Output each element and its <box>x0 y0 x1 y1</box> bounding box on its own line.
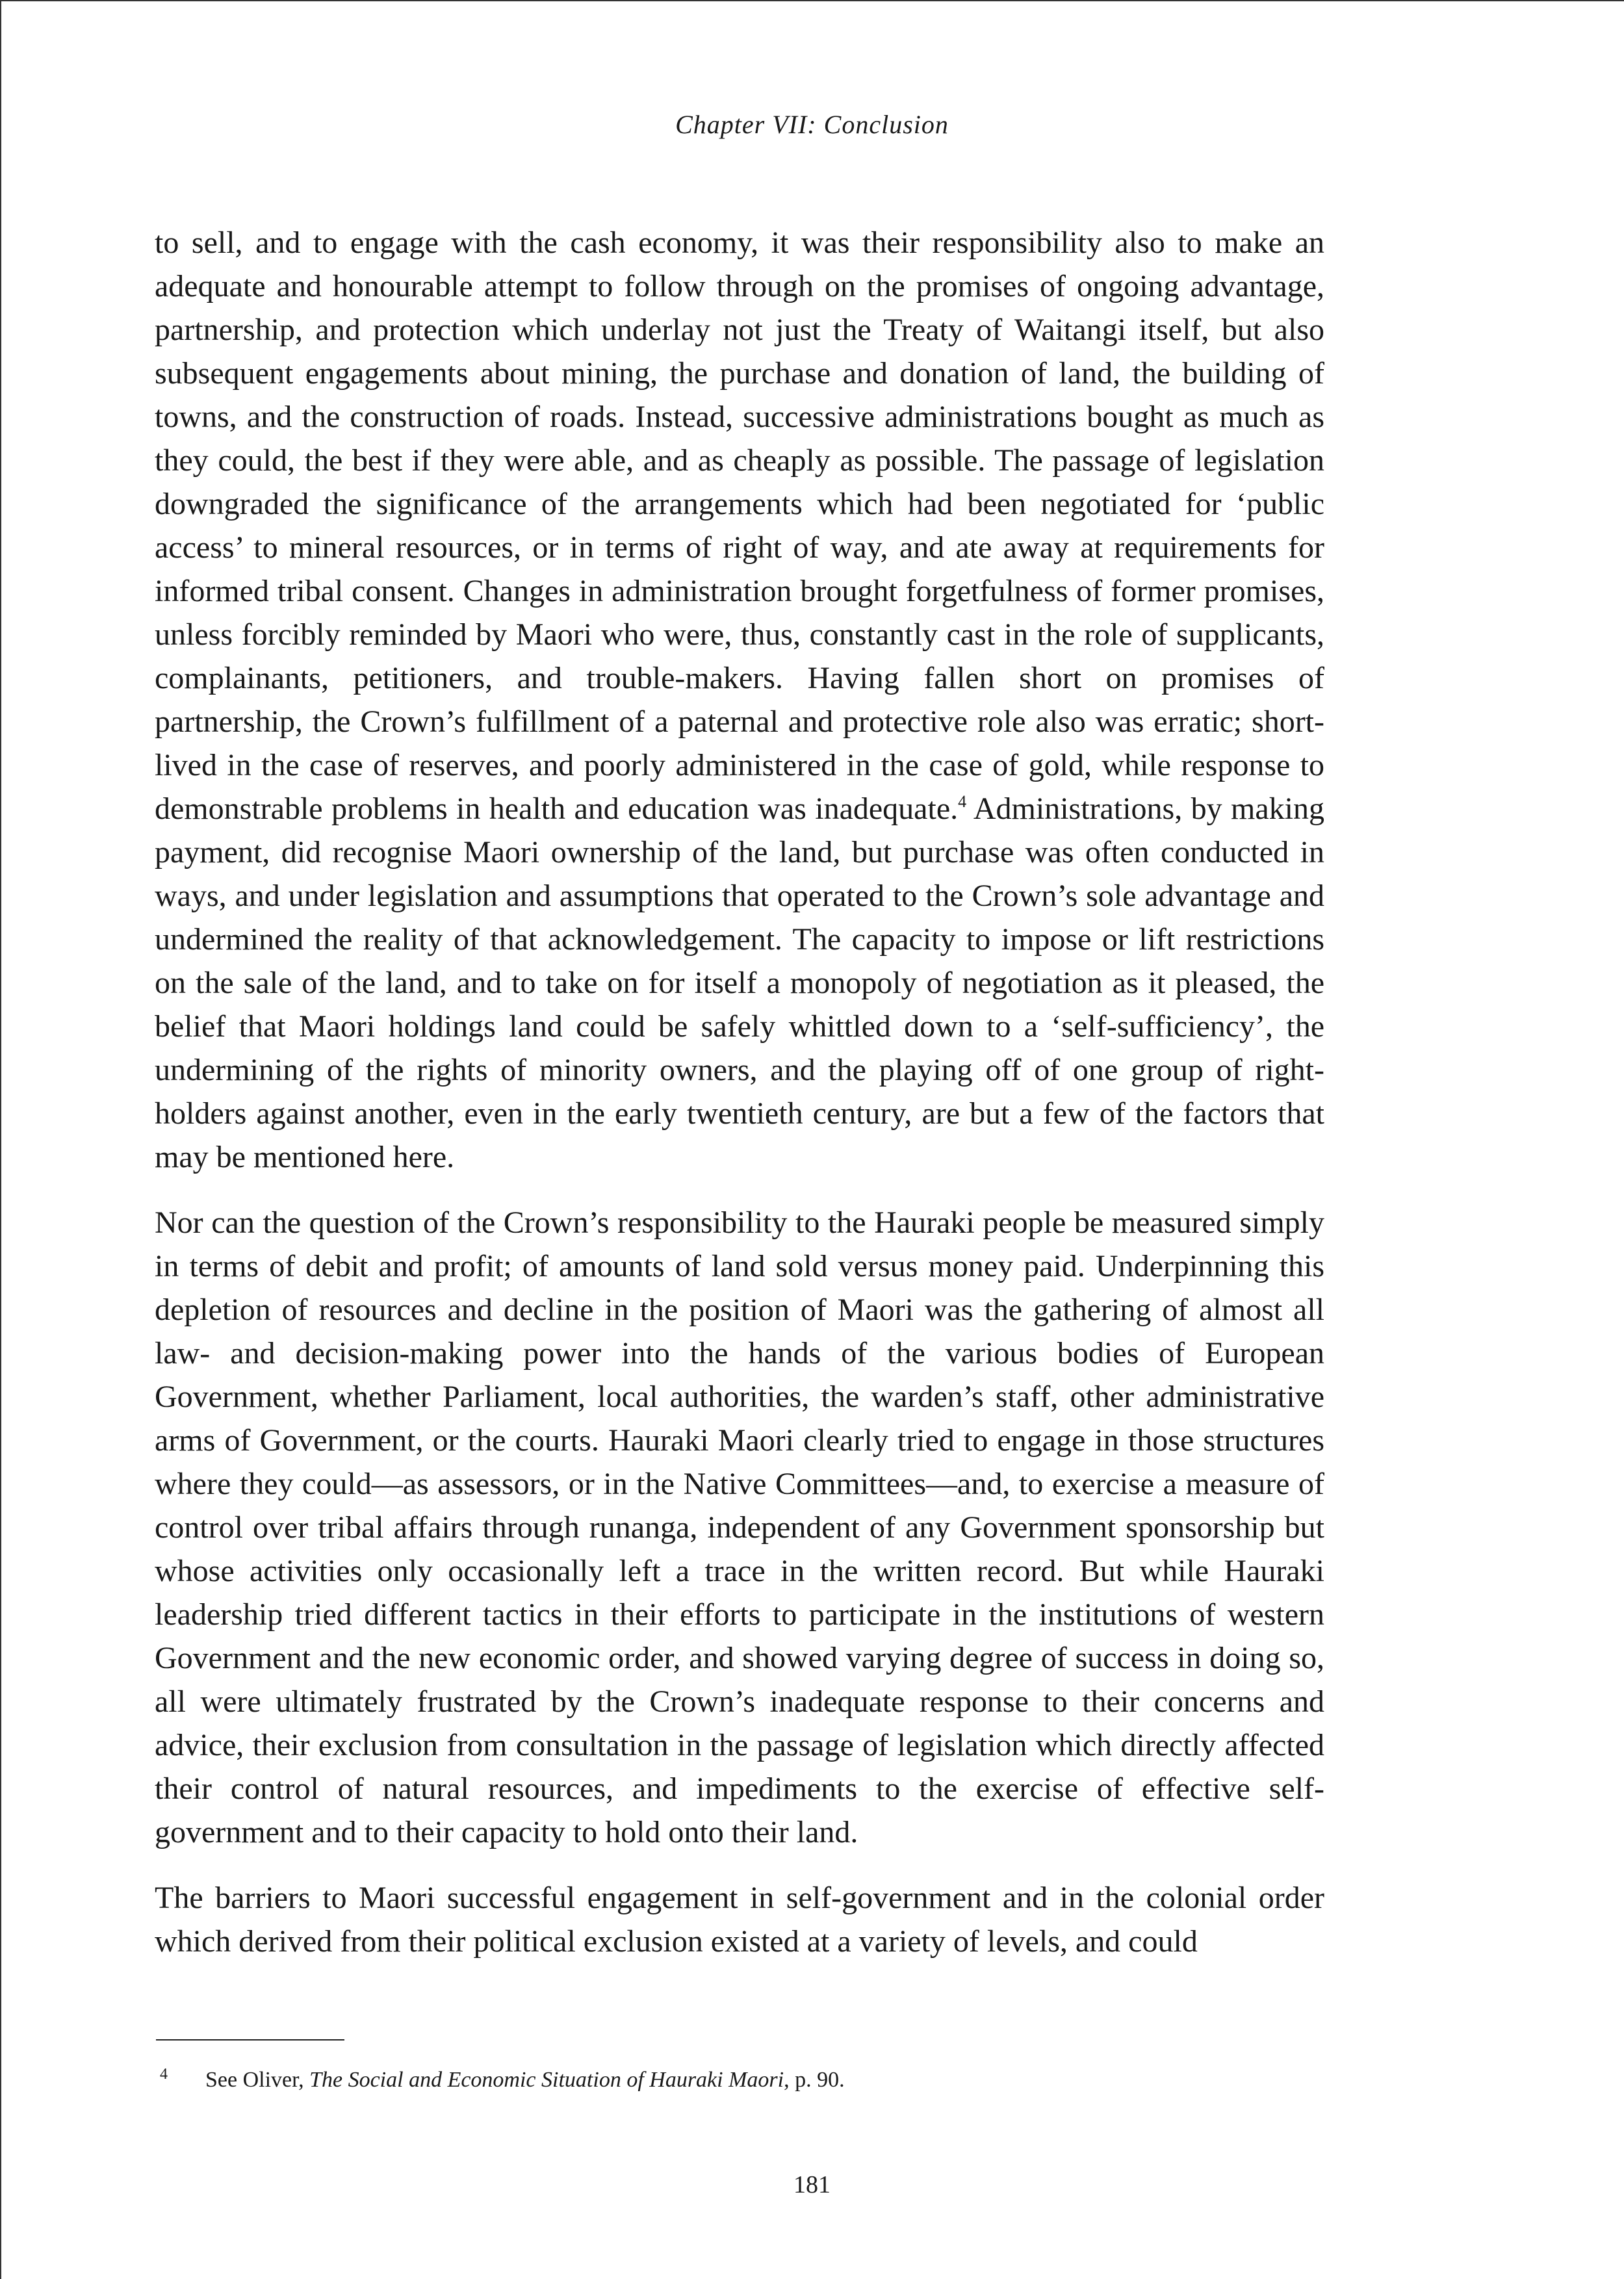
running-head-chapter-numeral: VII: <box>772 110 817 139</box>
footnote-source-title: The Social and Economic Situation of Hauraki Maori <box>309 2068 784 2092</box>
paragraph-1-text-after-note: Administrations, by making payment, did recognise Maori ownership of the land, but purchase was often conducted in ways, and under legislation and assumptions that operated to the Crown’s sole advantage and undermined the reality of that acknowledgement. The capacity to impose or lift restrictions on the sale of the land, and to take on for itself a monopoly of negotiation as it pleased, the belief that Maori holdings land could be safely whittled down to a ‘self-sufficiency’, the undermining of the rights of minority owners, and the playing off of one group of right-holders against another, even in the early twentieth century, are but a few of the factors that may be mentioned here. <box>155 792 1324 1174</box>
running-head-title: Conclusion <box>823 110 949 139</box>
paragraph-1 <box>155 221 1324 1179</box>
running-head-prefix: Chapter <box>675 110 766 139</box>
footnote-number: 4 <box>160 2066 168 2083</box>
body-text <box>155 221 1324 1985</box>
footnote-prefix: See Oliver, <box>205 2068 310 2092</box>
footnote-suffix: , p. 90. <box>784 2068 845 2092</box>
paragraph-2: Nor can the question of the Crown’s responsibility to the Hauraki people be measured simply in terms of debit and profit; of amounts of land sold versus money paid. Underpinning this depletion of resources and decline in the position of Maori was the gathering of almost all law- and decision-making power into the hands of the various bodies of European Government, whether Parliament, local authorities, the warden’s staff, other administrative arms of Government, or the courts. Hauraki Maori clearly tried to engage in those structures where they could—as assessors, or in the Native Committees—and, to exercise a measure of control over tribal affairs through runanga, independent of any Government sponsorship but whose activities only occasionally left a trace in the written record. But while Hauraki leadership tried different tactics in their efforts to participate in the institutions of western Government and the new economic order, and showed varying degree of success in doing so, all were ultimately frustrated by the Crown’s inadequate response to their concerns and advice, their exclusion from consultation in the passage of legislation which directly affected their control of natural resources, and impediments to the exercise of effective self-government and to their capacity to hold onto their land. <box>155 1205 1324 1849</box>
paragraph-3: The barriers to Maori successful engagement in self-government and in the colonial order which derived from their political exclusion existed at a variety of levels, and could <box>155 1881 1324 1959</box>
footnote-rule <box>156 2039 344 2041</box>
paragraph-1-text-before-note: to sell, and to engage with the cash economy, it was their responsibility also to make an adequate and honourable attempt to follow through on the promises of ongoing advantage, partnership, and protection which underlay not just the Treaty of Waitangi itself, but also subsequent engagements about mining, the purchase and donation of land, the building of towns, and the construction of roads. Instead, successive administrations bought as much as they could, the best if they were able, and as cheaply as possible. The passage of legislation downgraded the significance of the arrangements which had been negotiated for ‘public access’ to mineral resources, or in terms of right of way, and ate away at requirements for informed tribal consent. Changes in administration brought forgetfulness of former promises, unless forcibly reminded by Maori who were, thus, constantly cast in the role of supplicants, complainants, petitioners, and trouble-makers. Having fallen short on promises of partnership, the Crown’s fulfillment of a paternal and protective role also was erratic; short-lived in the case of reserves, and poorly administered in the case of gold, while response to demonstrable problems in health and education was inadequate. <box>155 225 1324 826</box>
footnote <box>160 2060 1330 2094</box>
running-head <box>0 109 1624 140</box>
page-number: 181 <box>793 2171 831 2198</box>
footnote-reference[interactable]: 4 <box>958 792 967 811</box>
